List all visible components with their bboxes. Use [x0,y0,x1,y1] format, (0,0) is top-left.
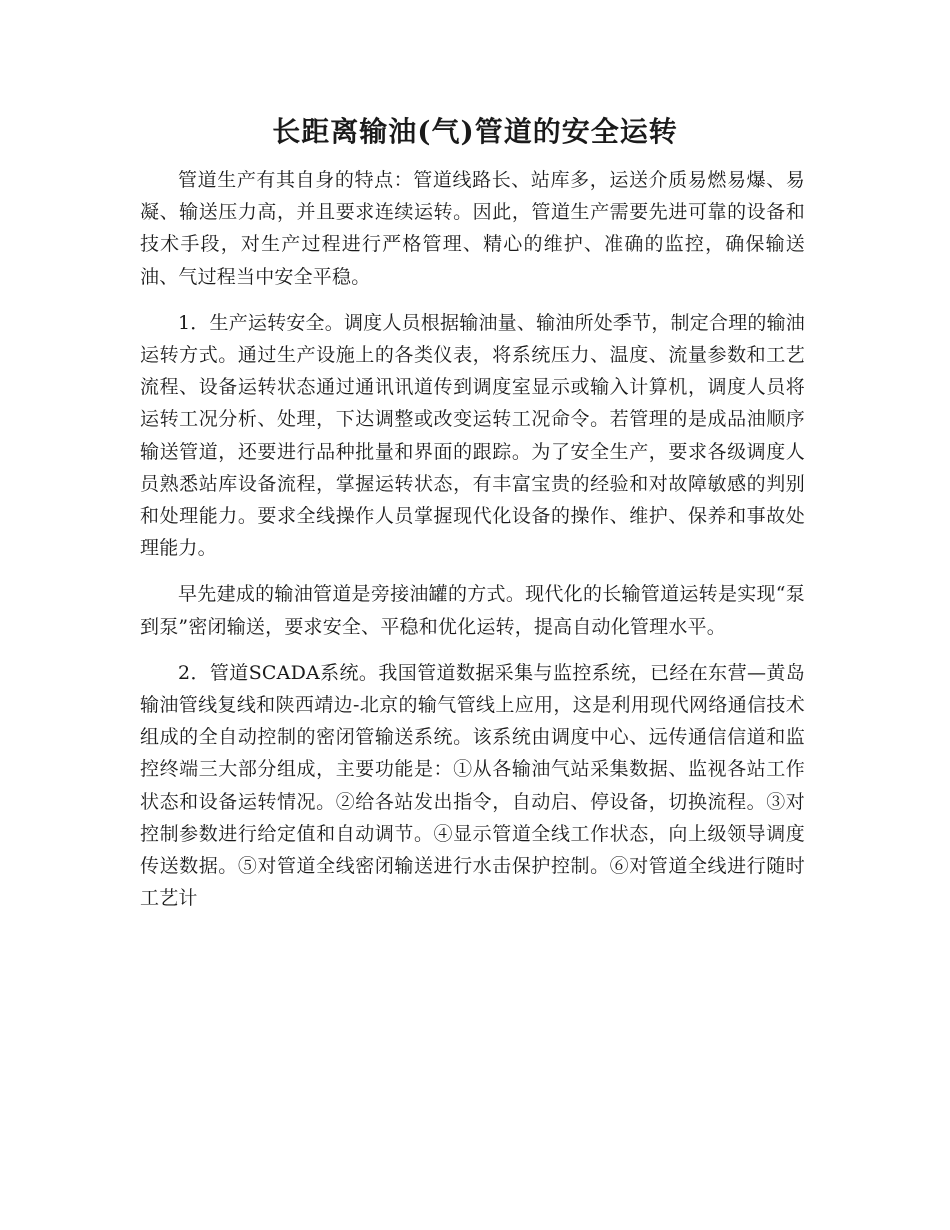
paragraph-production-safety: 1．生产运转安全。调度人员根据输油量、输油所处季节，制定合理的输油运转方式。通过生产设施上的各类仪表，将系统压力、温度、流量参数和工艺流程、设备运转状态通过通讯讯道传到调度室显示或输入计算机，调度人员将运转工况分析、处理，下达调整或改变运转工况命令。若管理的是成品油顺序输送管道，还要进行品种批量和界面的跟踪。为了安全生产，要求各级调度人员熟悉站库设备流程，掌握运转状态，有丰富宝贵的经验和对故障敏感的判别和处理能力。要求全线操作人员掌握现代化设备的操作、维护、保养和事故处理能力。 [140,311,805,560]
paragraph-scada-system: 2．管道SCADA系统。我国管道数据采集与监控系统，已经在东营—黄岛输油管线复线和陕西靖边-北京的输气管线上应用，这是利用现代网络通信技术组成的全自动控制的密闭管输送系统。该系统由调度中心、远传通信信道和监控终端三大部分组成，主要功能是：①从各输油气站采集数据、监视各站工作状态和设备运转情况。②给各站发出指令，自动启、停设备，切换流程。③对控制参数进行给定值和自动调节。④显示管道全线工作状态，向上级领导调度传送数据。⑤对管道全线密闭输送进行水击保护控制。⑥对管道全线进行随时工艺计 [140,661,805,910]
paragraph-intro: 管道生产有其自身的特点：管道线路长、站库多，运送介质易燃易爆、易凝、输送压力高，并且要求连续运转。因此，管道生产需要先进可靠的设备和技术手段，对生产过程进行严格管理、精心的维护、准确的监控，确保输送油、气过程当中安全平稳。 [140,169,805,288]
document-title: 长距离输油(气)管道的安全运转 [272,115,678,148]
document-body [140,164,805,928]
paragraph-closed-transport: 早先建成的输油管道是旁接油罐的方式。现代化的长输管道运转是实现“泵到泵”密闭输送，要求安全、平稳和优化运转，提高自动化管理水平。 [140,583,805,638]
